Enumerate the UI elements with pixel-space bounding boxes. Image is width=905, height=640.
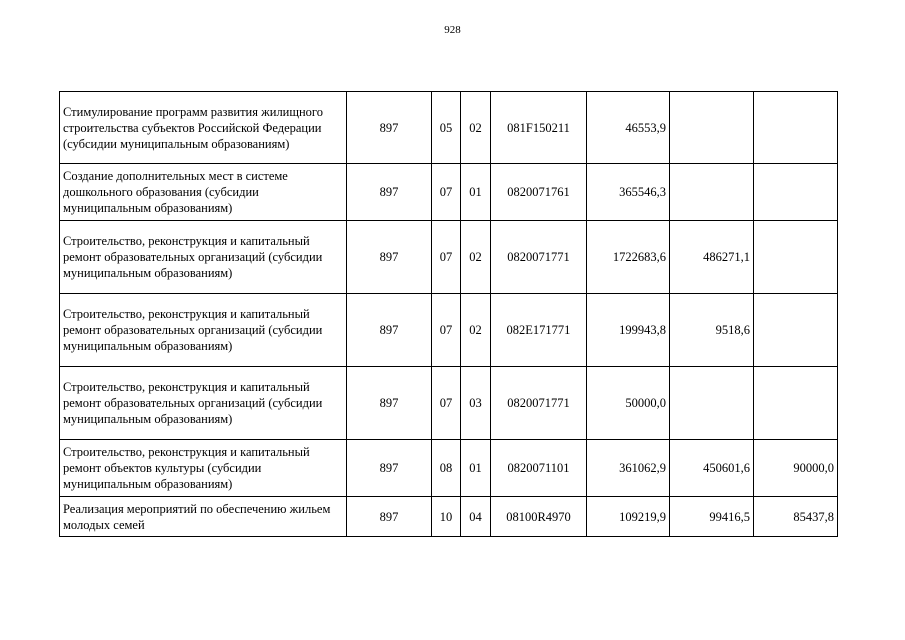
section-cell: 07 <box>432 221 461 294</box>
row-name-cell: Строительство, реконструкция и капитальный ремонт образовательных организаций (субсидии муниципальным образованиям) <box>60 367 347 440</box>
ministry-code-cell: 897 <box>347 497 432 537</box>
amount-cell-3 <box>754 294 838 367</box>
budget-table <box>59 91 838 537</box>
row-name-cell: Создание дополнительных мест в системе дошкольного образования (субсидии муниципальным образованиям) <box>60 164 347 221</box>
ministry-code-cell: 897 <box>347 92 432 164</box>
target-code-cell: 081F150211 <box>491 92 587 164</box>
amount-cell-3 <box>754 221 838 294</box>
section-cell: 07 <box>432 367 461 440</box>
ministry-code-cell: 897 <box>347 367 432 440</box>
row-name-cell: Стимулирование программ развития жилищного строительства субъектов Российской Федерации (субсидии муниципальным образованиям) <box>60 92 347 164</box>
amount-cell-1: 361062,9 <box>587 440 670 497</box>
amount-cell-3 <box>754 164 838 221</box>
amount-cell-2 <box>670 92 754 164</box>
section-cell: 08 <box>432 440 461 497</box>
amount-cell-2: 99416,5 <box>670 497 754 537</box>
subsection-cell: 04 <box>461 497 491 537</box>
subsection-cell: 02 <box>461 294 491 367</box>
target-code-cell: 082E171771 <box>491 294 587 367</box>
ministry-code-cell: 897 <box>347 164 432 221</box>
amount-cell-3: 90000,0 <box>754 440 838 497</box>
target-code-cell: 0820071771 <box>491 221 587 294</box>
subsection-cell: 02 <box>461 221 491 294</box>
table-row <box>60 92 838 164</box>
target-code-cell: 08100R4970 <box>491 497 587 537</box>
table-row <box>60 497 838 537</box>
target-code-cell: 0820071761 <box>491 164 587 221</box>
section-cell: 07 <box>432 294 461 367</box>
amount-cell-1: 46553,9 <box>587 92 670 164</box>
subsection-cell: 02 <box>461 92 491 164</box>
table-row <box>60 164 838 221</box>
page-number: 928 <box>444 24 461 36</box>
section-cell: 05 <box>432 92 461 164</box>
table-row <box>60 221 838 294</box>
subsection-cell: 03 <box>461 367 491 440</box>
amount-cell-1: 50000,0 <box>587 367 670 440</box>
ministry-code-cell: 897 <box>347 294 432 367</box>
amount-cell-2: 486271,1 <box>670 221 754 294</box>
amount-cell-2 <box>670 164 754 221</box>
section-cell: 10 <box>432 497 461 537</box>
target-code-cell: 0820071771 <box>491 367 587 440</box>
ministry-code-cell: 897 <box>347 440 432 497</box>
table-row <box>60 294 838 367</box>
row-name-cell: Строительство, реконструкция и капитальный ремонт образовательных организаций (субсидии муниципальным образованиям) <box>60 294 347 367</box>
amount-cell-1: 199943,8 <box>587 294 670 367</box>
row-name-cell: Строительство, реконструкция и капитальный ремонт образовательных организаций (субсидии муниципальным образованиям) <box>60 221 347 294</box>
row-name-cell: Строительство, реконструкция и капитальный ремонт объектов культуры (субсидии муниципальным образованиям) <box>60 440 347 497</box>
amount-cell-3 <box>754 367 838 440</box>
subsection-cell: 01 <box>461 440 491 497</box>
row-name-cell: Реализация мероприятий по обеспечению жильем молодых семей <box>60 497 347 537</box>
subsection-cell: 01 <box>461 164 491 221</box>
amount-cell-2: 9518,6 <box>670 294 754 367</box>
table-row <box>60 367 838 440</box>
amount-cell-1: 365546,3 <box>587 164 670 221</box>
amount-cell-1: 109219,9 <box>587 497 670 537</box>
ministry-code-cell: 897 <box>347 221 432 294</box>
amount-cell-3 <box>754 92 838 164</box>
amount-cell-2: 450601,6 <box>670 440 754 497</box>
amount-cell-3: 85437,8 <box>754 497 838 537</box>
amount-cell-2 <box>670 367 754 440</box>
table-row <box>60 440 838 497</box>
target-code-cell: 0820071101 <box>491 440 587 497</box>
section-cell: 07 <box>432 164 461 221</box>
amount-cell-1: 1722683,6 <box>587 221 670 294</box>
